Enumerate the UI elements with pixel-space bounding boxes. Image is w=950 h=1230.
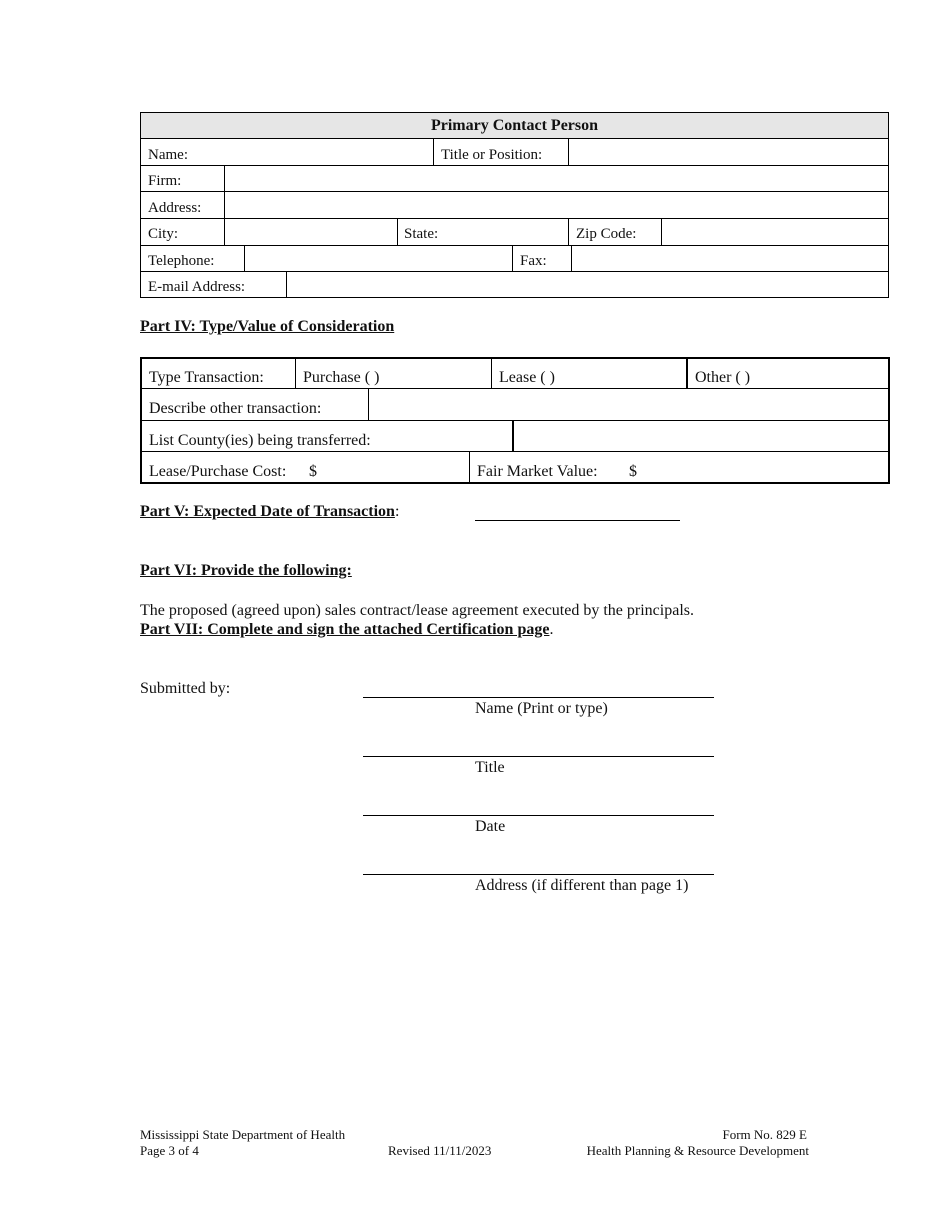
telephone-label: Telephone: (148, 253, 215, 269)
city-label: City: (148, 226, 179, 242)
part5-row (140, 503, 399, 521)
contact-header: Primary Contact Person (430, 117, 599, 134)
name-label: Name: (148, 147, 188, 163)
lease-purchase-cost-label: Lease/Purchase Cost: (149, 463, 287, 480)
footer-page: Page 3 of 4 (140, 1143, 199, 1158)
submitted-by-label: Submitted by: (140, 680, 231, 697)
part6-text: The proposed (agreed upon) sales contract/lease agreement executed by the principals. (140, 602, 694, 619)
firm-label: Firm: (148, 173, 182, 189)
title-position-field[interactable] (568, 138, 889, 166)
address-caption: Address (if different than page 1) (475, 877, 689, 894)
describe-other-label: Describe other transaction: (149, 400, 322, 417)
footer-form-no: Form No. 829 E (722, 1127, 807, 1142)
zip-code-label: Zip Code: (576, 226, 637, 242)
cost-currency: $ (309, 463, 317, 480)
county-label: List County(ies) being transferred: (149, 432, 371, 449)
part7-heading: Part VII: Complete and sign the attached Certification page (140, 621, 550, 638)
name-signature-line[interactable] (363, 697, 714, 698)
address-field[interactable] (224, 191, 889, 219)
part7-period: . (549, 621, 554, 638)
date-caption: Date (475, 818, 506, 835)
zip-code-field[interactable] (661, 218, 889, 246)
contact-header-cell (140, 112, 889, 139)
footer-org: Mississippi State Department of Health (140, 1127, 346, 1142)
type-transaction-label: Type Transaction: (149, 369, 264, 386)
firm-field[interactable] (224, 165, 889, 192)
part6-heading: Part VI: Provide the following: (140, 562, 352, 579)
footer-revised: Revised 11/11/2023 (388, 1143, 492, 1158)
footer-division: Health Planning & Resource Development (586, 1143, 809, 1158)
title-caption: Title (475, 759, 505, 776)
county-field[interactable] (512, 420, 890, 452)
part5-colon: : (394, 503, 400, 520)
fax-label: Fax: (520, 253, 547, 269)
state-label: State: (404, 226, 439, 242)
email-field[interactable] (286, 271, 889, 298)
fair-market-value-label: Fair Market Value: (477, 463, 598, 480)
part7-row (140, 621, 553, 639)
title-signature-line[interactable] (363, 756, 714, 757)
title-position-label: Title or Position: (441, 147, 543, 163)
fax-field[interactable] (571, 245, 889, 272)
fmv-currency: $ (629, 463, 637, 480)
part4-heading: Part IV: Type/Value of Consideration (140, 318, 395, 335)
other-option[interactable]: Other ( ) (695, 369, 751, 386)
expected-date-line[interactable] (475, 520, 680, 521)
date-signature-line[interactable] (363, 815, 714, 816)
telephone-field[interactable] (244, 245, 513, 272)
describe-other-field[interactable] (368, 388, 890, 421)
address-label: Address: (148, 200, 202, 216)
lease-option[interactable]: Lease ( ) (499, 369, 555, 386)
email-label: E-mail Address: (148, 279, 246, 295)
address-signature-line[interactable] (363, 874, 714, 875)
part5-heading: Part V: Expected Date of Transaction (140, 503, 395, 520)
name-caption: Name (Print or type) (475, 700, 608, 717)
city-field[interactable] (224, 218, 398, 246)
purchase-option[interactable]: Purchase ( ) (303, 369, 380, 386)
